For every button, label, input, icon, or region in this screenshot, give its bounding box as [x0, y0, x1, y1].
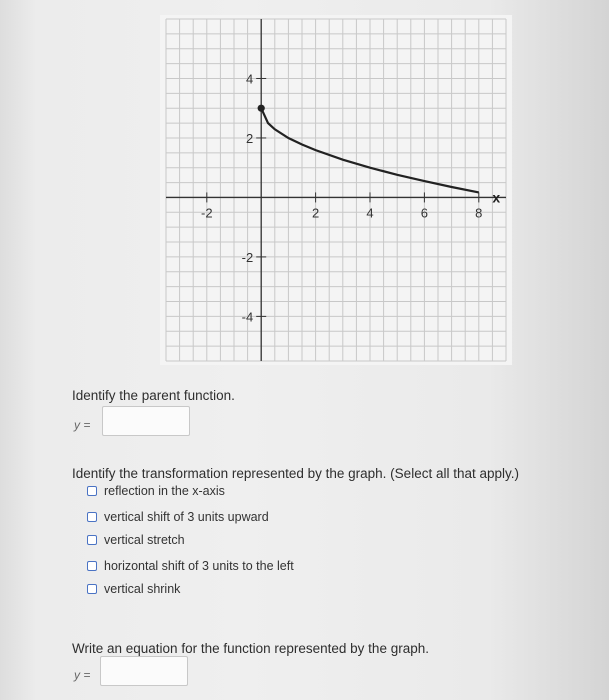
parent-function-prompt: Identify the parent function. [72, 388, 235, 403]
x-tick-label: 6 [420, 205, 429, 221]
option-vertical-shrink-label: vertical shrink [104, 582, 181, 596]
option-vertical-stretch-label: vertical stretch [104, 533, 185, 547]
x-tick-label: -2 [201, 205, 213, 221]
curve-start-point [258, 105, 265, 112]
transformation-prompt: Identify the transformation represented by the graph. (Select all that apply.) [72, 466, 519, 481]
x-tick-label: 4 [366, 205, 374, 221]
graph-svg [160, 15, 512, 365]
equation-label: y = [74, 668, 91, 682]
vertical-stretch-checkbox[interactable] [87, 535, 97, 545]
function-graph [160, 15, 512, 365]
option-vertical-shrink[interactable] [87, 582, 180, 596]
option-vertical-shift[interactable] [87, 510, 269, 524]
option-reflection-label: reflection in the x-axis [104, 484, 225, 498]
reflection-checkbox[interactable] [87, 486, 97, 496]
option-reflection[interactable] [87, 484, 225, 498]
equation-prompt: Write an equation for the function represented by the graph. [72, 641, 429, 656]
parent-function-input[interactable] [102, 406, 190, 436]
vertical-shift-checkbox[interactable] [87, 512, 97, 522]
option-vertical-stretch[interactable] [87, 533, 185, 547]
equation-input[interactable] [100, 656, 188, 686]
y-tick-label: -4 [241, 309, 254, 325]
y-tick-label: 2 [245, 130, 254, 146]
x-axis-label: x [492, 189, 501, 206]
x-tick-label: 2 [311, 205, 320, 221]
option-horizontal-shift-label: horizontal shift of 3 units to the left [104, 559, 294, 573]
option-horizontal-shift[interactable] [87, 559, 294, 573]
parent-function-label: y = [74, 418, 91, 432]
vertical-shrink-checkbox[interactable] [87, 584, 97, 594]
x-tick-label: 8 [475, 205, 483, 221]
graph-background [160, 15, 512, 365]
horizontal-shift-checkbox[interactable] [87, 561, 97, 571]
y-tick-label: 4 [245, 71, 254, 87]
y-tick-label: -2 [241, 249, 254, 265]
option-vertical-shift-label: vertical shift of 3 units upward [104, 510, 269, 524]
